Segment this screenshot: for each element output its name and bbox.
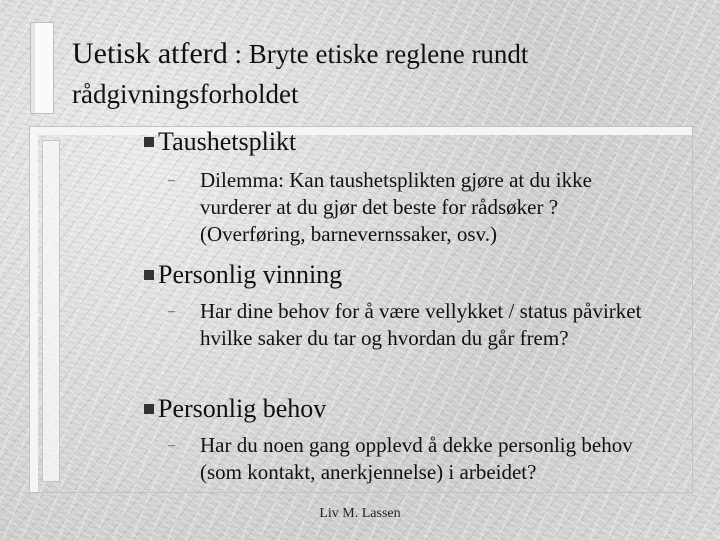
title-rest: : Bryte etiske reglene rundt rådgivningsforholdet bbox=[72, 39, 529, 109]
square-bullet-icon bbox=[144, 404, 154, 414]
bullet-heading: Personlig vinning bbox=[158, 260, 343, 289]
bullet-personlig-vinning bbox=[144, 260, 342, 290]
sub-point-taushetsplikt bbox=[168, 167, 648, 248]
dash-marker: – bbox=[168, 304, 175, 319]
bullet-personlig-behov bbox=[144, 394, 326, 424]
title-decoration-bar bbox=[30, 22, 54, 114]
square-bullet-icon bbox=[144, 270, 154, 280]
sub-point-text: Har dine behov for å være vellykket / status påvirket hvilke saker du tar og hvordan du går frem? bbox=[200, 299, 642, 350]
title-main: Uetisk atferd bbox=[72, 37, 228, 70]
dash-marker: – bbox=[168, 173, 175, 188]
footer-author: Liv M. Lassen bbox=[319, 506, 401, 521]
dash-marker: – bbox=[168, 438, 175, 453]
square-bullet-icon bbox=[144, 137, 154, 147]
sub-point-text: Dilemma: Kan taushetsplikten gjøre at du ikke vurderer at du gjør det beste for rådsøker ? (Overføring, barnevernssaker, osv.) bbox=[200, 168, 592, 246]
bullet-heading: Personlig behov bbox=[158, 394, 327, 423]
slide-title bbox=[72, 34, 692, 114]
sub-point-personlig-behov bbox=[168, 432, 648, 486]
sub-point-text: Har du noen gang opplevd å dekke personlig behov (som kontakt, anerkjennelse) i arbeidet? bbox=[200, 433, 633, 484]
bullet-heading: Taushetsplikt bbox=[158, 127, 297, 156]
sub-point-personlig-vinning bbox=[168, 298, 648, 352]
frame-accent-bar bbox=[42, 140, 60, 482]
bullet-taushetsplikt bbox=[144, 127, 296, 157]
